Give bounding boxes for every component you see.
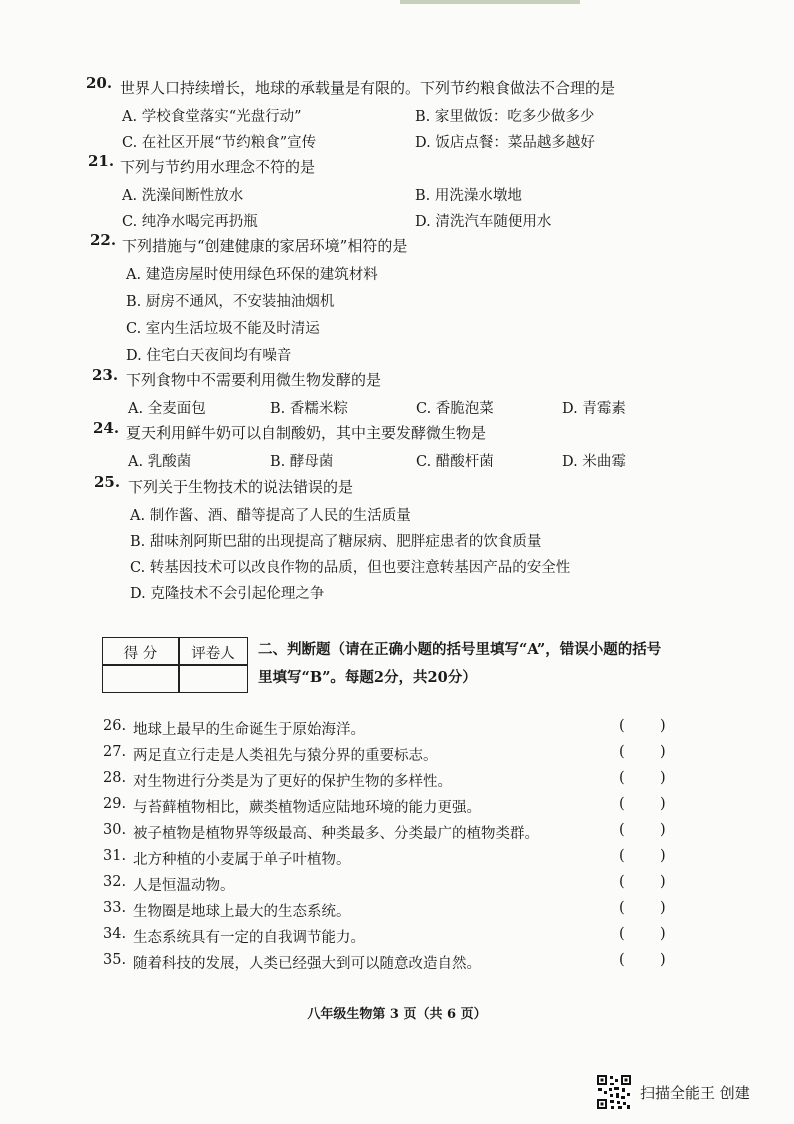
option: D. 米曲霉 <box>562 454 626 470</box>
option: B. 香糯米粽 <box>270 401 348 417</box>
judgment-number: 28. <box>103 770 127 786</box>
judgment-number: 31. <box>103 848 127 864</box>
judgment-item <box>103 900 673 920</box>
judgment-text: 生态系统具有一定的自我调节能力。 <box>133 930 365 946</box>
judgment-item <box>103 718 673 738</box>
answer-bracket-close: ) <box>660 796 666 812</box>
option: C. 醋酸杆菌 <box>416 454 494 470</box>
answer-bracket-open: ( <box>619 796 625 812</box>
option: C. 香脆泡菜 <box>416 401 494 417</box>
option: D. 清洗汽车随便用水 <box>415 214 552 230</box>
judgment-number: 29. <box>103 796 127 812</box>
option: A. 学校食堂落实“光盘行动” <box>122 109 302 125</box>
judgment-number: 34. <box>103 926 127 942</box>
question-number: 20. <box>86 74 113 92</box>
judgment-text: 随着科技的发展，人类已经强大到可以随意改造自然。 <box>133 956 481 972</box>
judgment-item <box>103 822 673 842</box>
answer-bracket-open: ( <box>619 822 625 838</box>
answer-bracket-open: ( <box>619 718 625 734</box>
option: A. 洗澡间断性放水 <box>122 188 244 204</box>
judgment-number: 33. <box>103 900 127 916</box>
option: C. 室内生活垃圾不能及时清运 <box>126 321 320 337</box>
judgment-number: 32. <box>103 874 127 890</box>
answer-bracket-open: ( <box>619 926 625 942</box>
option: D. 饭店点餐：菜品越多越好 <box>415 135 595 151</box>
question-stem: 下列措施与“创建健康的家居环境”相符的是 <box>122 237 408 255</box>
option: A. 全麦面包 <box>128 401 206 417</box>
answer-bracket-close: ) <box>660 926 666 942</box>
answer-bracket-close: ) <box>660 900 666 916</box>
option: B. 酵母菌 <box>270 454 334 470</box>
judgment-item <box>103 744 673 764</box>
option: B. 甜味剂阿斯巴甜的出现提高了糖尿病、肥胖症患者的饮食质量 <box>130 534 542 550</box>
answer-bracket-close: ) <box>660 770 666 786</box>
question-stem: 下列食物中不需要利用微生物发酵的是 <box>126 371 382 389</box>
judgment-item <box>103 874 673 894</box>
answer-bracket-open: ( <box>619 770 625 786</box>
option: B. 用洗澡水墩地 <box>415 188 522 204</box>
judgment-number: 35. <box>103 952 127 968</box>
answer-bracket-open: ( <box>619 744 625 760</box>
judgment-text: 北方种植的小麦属于单子叶植物。 <box>133 852 351 868</box>
judgment-text: 两足直立行走是人类祖先与猿分界的重要标志。 <box>133 748 438 764</box>
question-number: 23. <box>92 366 119 384</box>
question-number: 24. <box>93 419 120 437</box>
judgment-text: 与苔藓植物相比，蕨类植物适应陆地环境的能力更强。 <box>133 800 481 816</box>
judgment-text: 被子植物是植物界等级最高、种类最多、分类最广的植物类群。 <box>133 826 539 842</box>
score-table <box>102 637 248 693</box>
option: D. 克隆技术不会引起伦理之争 <box>130 586 325 602</box>
option: C. 在社区开展“节约粮食”宣传 <box>122 135 317 151</box>
option: A. 乳酸菌 <box>128 454 192 470</box>
top-edge-strip <box>400 0 580 4</box>
question-stem: 下列与节约用水理念不符的是 <box>120 158 316 176</box>
answer-bracket-open: ( <box>619 900 625 916</box>
option: A. 制作酱、酒、醋等提高了人民的生活质量 <box>130 508 411 524</box>
judgment-item <box>103 952 673 972</box>
option: D. 青霉素 <box>562 401 626 417</box>
judgment-number: 26. <box>103 718 127 734</box>
judgment-item <box>103 926 673 946</box>
answer-bracket-close: ) <box>660 874 666 890</box>
answer-bracket-close: ) <box>660 744 666 760</box>
judgment-text: 地球上最早的生命诞生于原始海洋。 <box>133 722 365 738</box>
grader-label: 评卷人 <box>191 646 235 662</box>
option: B. 家里做饭：吃多少做多少 <box>415 109 595 125</box>
option: C. 转基因技术可以改良作物的品质，但也要注意转基因产品的安全性 <box>130 560 571 576</box>
section-heading-cont: 里填写“B”。每题2分，共20分） <box>258 669 477 686</box>
option: A. 建造房屋时使用绿色环保的建筑材料 <box>126 267 378 283</box>
judgment-item <box>103 848 673 868</box>
answer-bracket-close: ) <box>660 848 666 864</box>
answer-bracket-close: ) <box>660 718 666 734</box>
judgment-item <box>103 796 673 816</box>
question-number: 22. <box>90 231 117 249</box>
option: C. 纯净水喝完再扔瓶 <box>122 214 258 230</box>
question-number: 25. <box>94 473 121 491</box>
question-number: 21. <box>88 152 115 170</box>
judgment-text: 生物圈是地球上最大的生态系统。 <box>133 904 351 920</box>
page-footer: 八年级生物第 3 页（共 6 页） <box>307 1007 487 1022</box>
answer-bracket-close: ) <box>660 822 666 838</box>
answer-bracket-open: ( <box>619 874 625 890</box>
question-stem: 下列关于生物技术的说法错误的是 <box>128 478 354 496</box>
option: D. 住宅白天夜间均有噪音 <box>126 348 292 364</box>
section-heading: 二、判断题（请在正确小题的括号里填写“A”，错误小题的括号 <box>258 641 662 658</box>
judgment-number: 30. <box>103 822 127 838</box>
option: B. 厨房不通风，不安装抽油烟机 <box>126 294 335 310</box>
question-stem: 夏天利用鲜牛奶可以自制酸奶，其中主要发酵微生物是 <box>126 424 487 442</box>
answer-bracket-open: ( <box>619 848 625 864</box>
question-stem: 世界人口持续增长，地球的承载量是有限的。下列节约粮食做法不合理的是 <box>120 79 616 97</box>
qr-code-icon <box>596 1074 632 1110</box>
judgment-item <box>103 770 673 790</box>
judgment-text: 人是恒温动物。 <box>133 878 235 894</box>
judgment-number: 27. <box>103 744 127 760</box>
watermark-text: 扫描全能王 创建 <box>640 1084 750 1102</box>
judgment-text: 对生物进行分类是为了更好的保护生物的多样性。 <box>133 774 452 790</box>
answer-bracket-open: ( <box>619 952 625 968</box>
score-label: 得 分 <box>123 646 158 662</box>
answer-bracket-close: ) <box>660 952 666 968</box>
